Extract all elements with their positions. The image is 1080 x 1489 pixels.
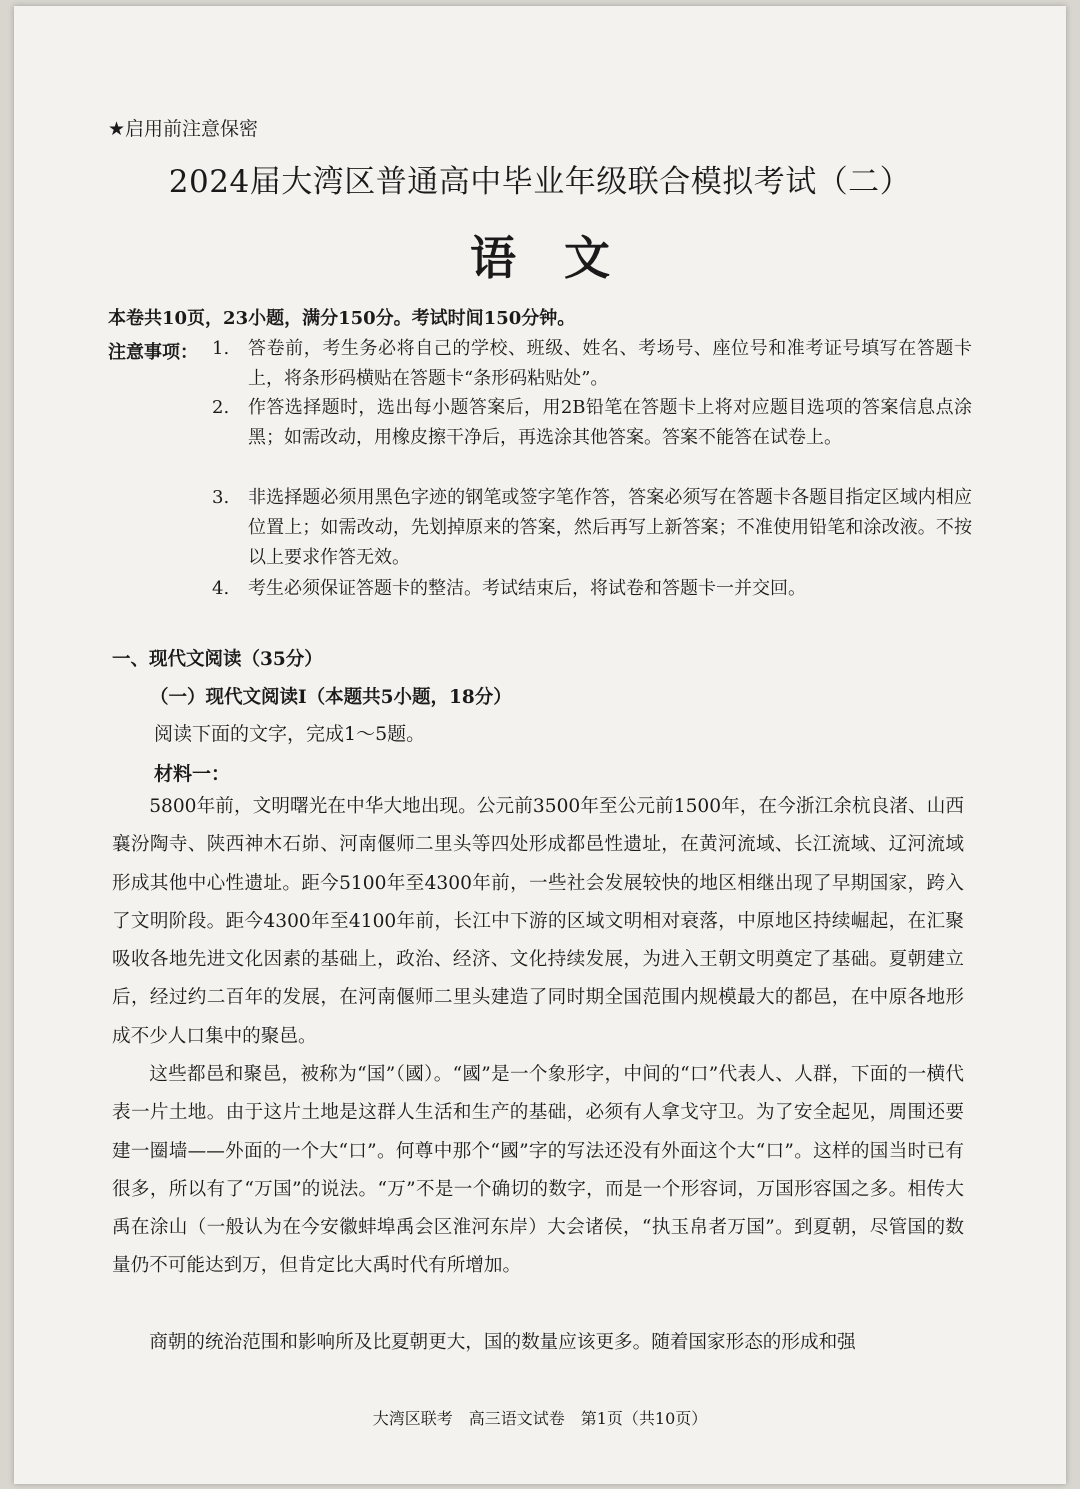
notice-item-number: 1. bbox=[212, 338, 230, 359]
notice-item-number: 4. bbox=[212, 578, 230, 599]
exam-title: 2024届大湾区普通高中毕业年级联合模拟考试（二） bbox=[168, 164, 912, 200]
exam-summary: 本卷共10页，23小题，满分150分。考试时间150分钟。 bbox=[108, 308, 576, 329]
subject-title: 语文 bbox=[470, 231, 658, 285]
notice-label: 注意事项： bbox=[108, 342, 198, 363]
section-heading: 一、现代文阅读（35分） bbox=[112, 649, 323, 670]
notice-item-number: 3. bbox=[212, 487, 230, 508]
notice-item-text: 考生必须保证答题卡的整洁。考试结束后，将试卷和答题卡一并交回。 bbox=[248, 578, 806, 599]
notice-item-number: 2. bbox=[212, 397, 230, 418]
reading-instruction: 阅读下面的文字，完成1～5题。 bbox=[154, 723, 426, 745]
notice-item-text: 答卷前，考生务必将自己的学校、班级、姓名、考场号、座位号和准考证号填写在答题卡上，将条形码横贴在答题卡“条形码粘贴处”。 bbox=[248, 338, 972, 389]
page-footer: 大湾区联考 高三语文试卷 第1页（共10页） bbox=[372, 1409, 708, 1428]
paragraph-3: 商朝的统治范围和影响所及比夏朝更大，国的数量应该更多。随着国家形态的形成和强 bbox=[149, 1332, 856, 1353]
notice-item-3 bbox=[212, 483, 972, 573]
material-label: 材料一： bbox=[154, 763, 231, 785]
notice-item-4 bbox=[212, 574, 972, 604]
confidential-note: ★启用前注意保密 bbox=[108, 118, 259, 140]
notice-item-1 bbox=[212, 334, 972, 394]
notice-item-2 bbox=[212, 393, 972, 453]
notice-item-text: 非选择题必须用黑色字迹的钢笔或签字笔作答，答案必须写在答题卡各题目指定区域内相应位置上；如需改动，先划掉原来的答案，然后再写上新答案；不准使用铅笔和涂改液。不按以上要求作答无效。 bbox=[248, 487, 972, 568]
paragraph-1: 5800年前，文明曙光在中华大地出现。公元前3500年至公元前1500年，在今浙江余杭良渚、山西襄汾陶寺、陕西神木石峁、河南偃师二里头等四处形成都邑性遗址，在黄河流域、长江流域、辽河流域形成其他中心性遗址。距今5100年至4300年前，一些社会发展较快的地区相继出现了早期国家，跨入了文明阶段。距今4300年至4100年前，长江中下游的区域文明相对衰落，中原地区持续崛起，在汇聚吸收各地先进文化因素的基础上，政治、经济、文化持续发展，为进入王朝文明奠定了基础。夏朝建立后，经过约二百年的发展，在河南偃师二里头建造了同时期全国范围内规模最大的都邑，在中原各地形成不少人口集中的聚邑。 bbox=[112, 796, 964, 1047]
notice-item-text: 作答选择题时，选出每小题答案后，用2B铅笔在答题卡上将对应题目选项的答案信息点涂黑；如需改动，用橡皮擦干净后，再选涂其他答案。答案不能答在试卷上。 bbox=[248, 397, 972, 448]
subsection-heading: （一）现代文阅读I（本题共5小题，18分） bbox=[150, 687, 512, 708]
paragraph-2: 这些都邑和聚邑，被称为“国”（國）。“國”是一个象形字，中间的“口”代表人、人群，下面的一横代表一片土地。由于这片土地是这群人生活和生产的基础，必须有人拿戈守卫。为了安全起见，周围还要建一圈墙——外面的一个大“口”。何尊中那个“國”字的写法还没有外面这个大“口”。这样的国当时已有很多，所以有了“万国”的说法。“万”不是一个确切的数字，而是一个形容词，万国形容国之多。相传大禹在涂山（一般认为在今安徽蚌埠禹会区淮河东岸）大会诸侯，“执玉帛者万国”。到夏朝，尽管国的数量仍不可能达到万，但肯定比大禹时代有所增加。 bbox=[112, 1064, 964, 1277]
